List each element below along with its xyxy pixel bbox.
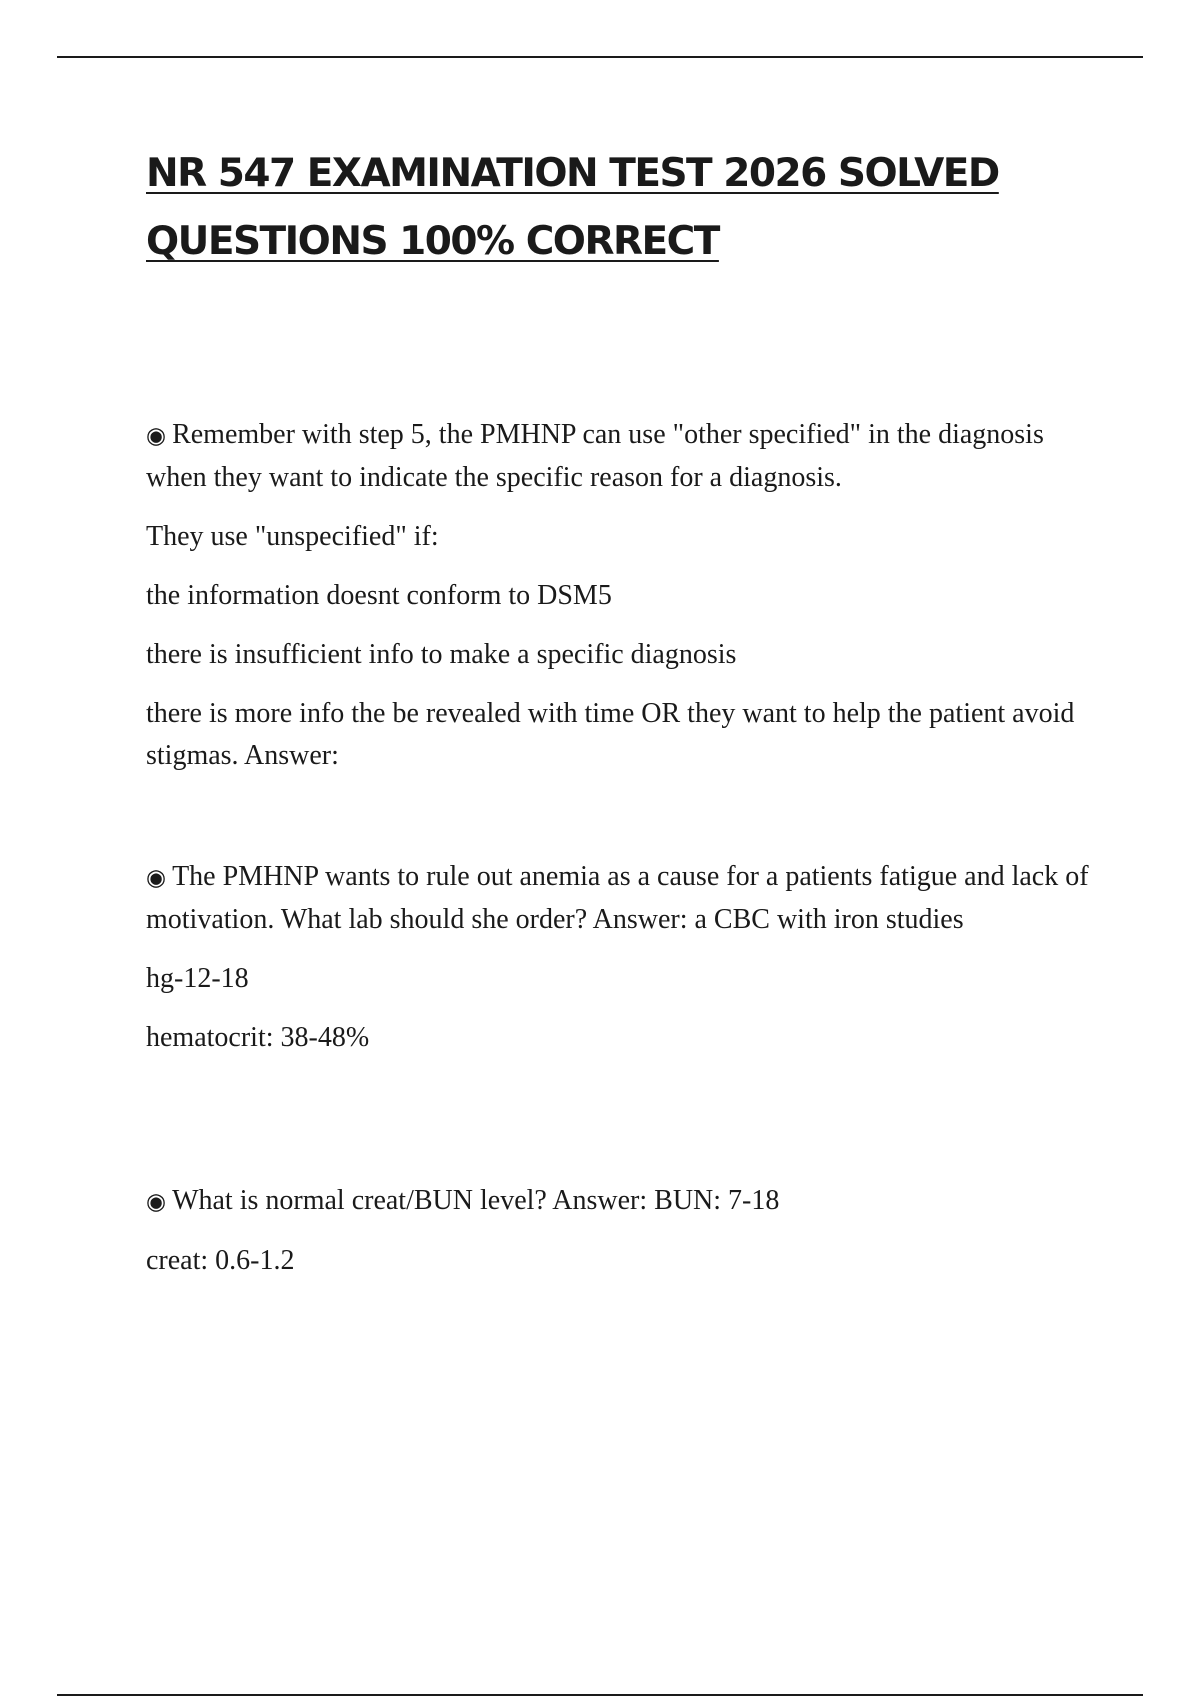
document-title: NR 547 EXAMINATION TEST 2026 SOLVED QUESTIONS 100% CORRECT [146,151,999,264]
question-text: ◉ The PMHNP wants to rule out anemia as a cause for a patients fatigue and lack of motivation. What lab should she order? Answer: a CBC with iron studies [146,861,1089,935]
answer-detail: They use "unspecified" if: [146,521,439,552]
answer-detail: hematocrit: 38-48% [146,1022,370,1053]
question-text: ◉ Remember with step 5, the PMHNP can use "other specified" in the diagnosis when they want to indicate the specific reason for a diagnosis. [146,419,1044,493]
answer-detail: the information doesnt conform to DSM5 [146,580,612,611]
radio-bullet-icon: ◉ [146,865,167,891]
answer-detail: hg-12-18 [146,963,249,994]
question-block-2 [146,856,1096,1076]
answer-detail: there is insufficient info to make a specific diagnosis [146,639,737,670]
bottom-rule [57,1694,1143,1696]
radio-bullet-icon: ◉ [146,1189,167,1215]
top-rule [57,56,1143,58]
radio-bullet-icon: ◉ [146,423,167,449]
question-block-3 [146,1180,1096,1299]
answer-detail: there is more info the be revealed with time OR they want to help the patient avoid stigmas. Answer: [146,698,1075,771]
question-block-1 [146,414,1096,794]
question-text: ◉ What is normal creat/BUN level? Answer: BUN: 7-18 [146,1185,780,1216]
answer-detail: creat: 0.6-1.2 [146,1245,295,1276]
